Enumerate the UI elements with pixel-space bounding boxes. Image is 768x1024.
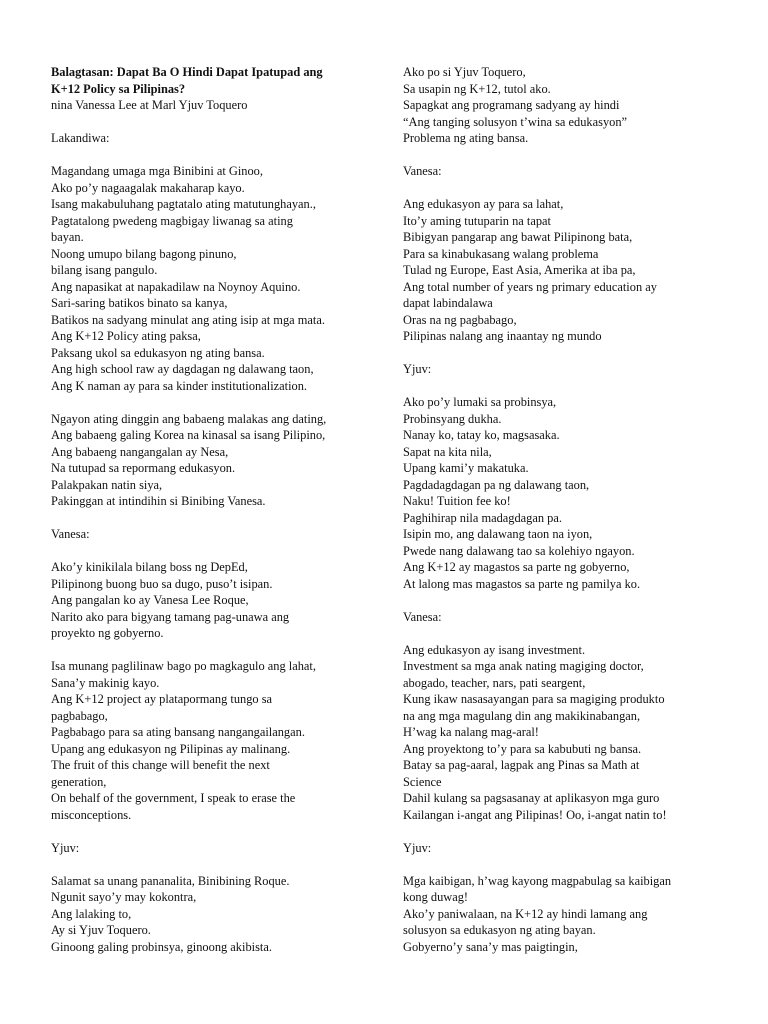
verse-line: bilang isang pangulo.: [51, 263, 158, 277]
verse-line: Ang babaeng nangangalan ay Nesa,: [51, 444, 229, 459]
speaker-name: Vanesa:: [51, 527, 90, 541]
verse-line: Sapagkat ang programang sadyang ay hindi: [403, 98, 620, 112]
verse-line: Oras na ng pagbabago,: [403, 312, 517, 327]
verse-line: bayan.: [51, 230, 84, 244]
speaker-label: [403, 840, 703, 857]
verse-line: Isipin mo, ang dalawang taon na iyon,: [403, 527, 593, 541]
verse-line: Pakinggan at intindihin si Binibing Vanesa.: [51, 494, 266, 508]
verse-line: Ang edukasyon ay isang investment.: [403, 642, 586, 657]
verse-line: Upang ang edukasyon ng Pilipinas ay malinang.: [51, 741, 291, 756]
verse-line: Batay sa pag-aaral, lagpak ang Pinas sa Math at: [403, 758, 640, 772]
document-author: nina Vanessa Lee at Marl Yjuv Toquero: [51, 98, 248, 112]
verse-line: Ang babaeng galing Korea na kinasal sa isang Pilipino,: [51, 428, 326, 442]
verse-stanza: [403, 196, 703, 345]
verse-line: Ako po’y lumaki sa probinsya,: [403, 395, 557, 409]
verse-line: Isang makabuluhang pagtatalo ating matutunghayan.,: [51, 197, 316, 211]
verse-line: Ngayon ating dinggin ang babaeng malakas ang dating,: [51, 411, 327, 426]
speaker-name: Lakandiwa:: [51, 131, 110, 145]
verse-line: Pwede nang dalawang tao sa kolehiyo ngayon.: [403, 543, 635, 558]
speaker-label: [51, 526, 371, 543]
verse-line: Sari-saring batikos binato sa kanya,: [51, 296, 228, 310]
verse-line: Investment sa mga anak nating magiging doctor,: [403, 659, 644, 673]
verse-stanza: [51, 411, 371, 510]
verse-line: Kung ikaw nasasayangan para sa magiging produkto: [403, 692, 665, 706]
verse-line: Pagtatalong pwedeng magbigay liwanag sa ating: [51, 213, 293, 228]
verse-line: Sa usapin ng K+12, tutol ako.: [403, 81, 551, 96]
verse-line: At lalong mas magastos sa parte ng pamilya ko.: [403, 576, 641, 591]
verse-line: Ginoong galing probinsya, ginoong akibista.: [51, 939, 272, 954]
verse-line: Ang lalaking to,: [51, 906, 132, 921]
verse-line: Science: [403, 774, 442, 789]
verse-line: Ngunit sayo’y may kokontra,: [51, 890, 197, 904]
verse-line: Nanay ko, tatay ko, magsasaka.: [403, 428, 560, 442]
speaker-label: [403, 163, 703, 180]
verse-line: Sapat na kita nila,: [403, 444, 492, 459]
verse-line: kong duwag!: [403, 890, 469, 904]
verse-line: Naku! Tuition fee ko!: [403, 494, 511, 508]
verse-line: Ang K+12 Policy ating paksa,: [51, 329, 201, 343]
verse-stanza: [403, 394, 703, 592]
verse-line: Noong umupo bilang bagong pinuno,: [51, 246, 237, 261]
speaker-name: Yjuv:: [51, 840, 80, 855]
verse-stanza: [51, 163, 371, 394]
verse-line: Pagdadagdagan pa ng dalawang taon,: [403, 477, 590, 492]
verse-line: Palakpakan natin siya,: [51, 477, 163, 492]
verse-stanza: [403, 642, 703, 824]
speaker-label: [403, 361, 703, 378]
document-header: [51, 64, 371, 114]
verse-line: solusyon sa edukasyon ng ating bayan.: [403, 923, 596, 937]
verse-line: Ang edukasyon ay para sa lahat,: [403, 197, 564, 211]
left-column-body: [51, 130, 371, 955]
verse-stanza: [51, 658, 371, 823]
verse-line: Ako po’y nagaagalak makaharap kayo.: [51, 180, 245, 195]
verse-line: “Ang tanging solusyon t’wina sa edukasyon”: [403, 114, 628, 129]
verse-line: Narito ako para bigyang tamang pag-unawa ang: [51, 609, 290, 624]
verse-line: Ako’y paniwalaan, na K+12 ay hindi lamang ang: [403, 906, 648, 921]
verse-line: The fruit of this change will benefit the next: [51, 758, 270, 772]
verse-line: Problema ng ating bansa.: [403, 131, 529, 145]
verse-line: Ang total number of years ng primary education ay: [403, 279, 657, 294]
document-title-line-2: K+12 Policy sa Pilipinas?: [51, 81, 186, 96]
verse-line: Ang proyektong to’y para sa kabubuti ng bansa.: [403, 741, 642, 756]
verse-line: H’wag ka nalang mag-aral!: [403, 725, 539, 739]
verse-line: Paksang ukol sa edukasyon ng ating bansa.: [51, 345, 265, 360]
speaker-name: Yjuv:: [403, 362, 432, 376]
verse-line: Paghihirap nila madagdagan pa.: [403, 510, 562, 525]
verse-line: Bibigyan pangarap ang bawat Pilipinong bata,: [403, 230, 633, 244]
verse-line: na ang mga magulang din ang makikinabangan,: [403, 708, 641, 723]
verse-line: Ang K naman ay para sa kinder institutionalization.: [51, 378, 308, 393]
verse-line: Na tutupad sa repormang edukasyon.: [51, 461, 236, 475]
verse-line: Sana’y makinig kayo.: [51, 675, 160, 690]
verse-line: Salamat sa unang pananalita, Binibining Roque.: [51, 873, 290, 888]
speaker-name: Yjuv:: [403, 840, 432, 855]
verse-line: Upang kami’y makatuka.: [403, 461, 529, 475]
left-column: [51, 64, 371, 972]
verse-line: Ito’y aming tutuparin na tapat: [403, 213, 551, 228]
verse-line: Pilipinas nalang ang inaantay ng mundo: [403, 329, 602, 343]
verse-line: Kailangan i-angat ang Pilipinas! Oo, i-angat natin to!: [403, 807, 667, 822]
verse-line: dapat labindalawa: [403, 296, 493, 310]
verse-line: Para sa kinabukasang walang problema: [403, 246, 599, 261]
verse-line: Dahil kulang sa pagsasanay at aplikasyon mga guro: [403, 791, 660, 805]
verse-line: Ay si Yjuv Toquero.: [51, 923, 151, 937]
verse-line: Ang high school raw ay dagdagan ng dalawang taon,: [51, 362, 314, 376]
verse-line: On behalf of the government, I speak to erase the: [51, 791, 296, 805]
right-column: [403, 64, 703, 972]
verse-line: generation,: [51, 774, 107, 789]
verse-stanza: [403, 64, 703, 147]
verse-stanza: [51, 559, 371, 642]
verse-line: Ang napasikat at napakadilaw na Noynoy Aquino.: [51, 279, 301, 294]
verse-line: Mga kaibigan, h’wag kayong magpabulag sa kaibigan: [403, 873, 672, 888]
verse-line: Tulad ng Europe, East Asia, Amerika at iba pa,: [403, 263, 636, 277]
verse-line: Ang K+12 project ay platapormang tungo sa: [51, 692, 273, 706]
verse-line: Ako’y kinikilala bilang boss ng DepEd,: [51, 560, 248, 574]
speaker-label: [403, 609, 703, 626]
document-title-line-1: Balagtasan: Dapat Ba O Hindi Dapat Ipatupad ang: [51, 65, 323, 79]
verse-line: Magandang umaga mga Binibini at Ginoo,: [51, 164, 263, 178]
verse-line: Pagbabago para sa ating bansang nangangailangan.: [51, 725, 305, 739]
speaker-name: Vanesa:: [403, 609, 442, 624]
verse-line: Ang pangalan ko ay Vanesa Lee Roque,: [51, 593, 249, 607]
speaker-label: [51, 840, 371, 857]
verse-line: proyekto ng gobyerno.: [51, 626, 164, 640]
verse-line: misconceptions.: [51, 807, 132, 822]
verse-stanza: [51, 873, 371, 956]
verse-line: Probinsyang dukha.: [403, 411, 502, 426]
verse-line: abogado, teacher, nars, pati seargent,: [403, 675, 586, 690]
verse-line: Isa munang paglilinaw bago po magkagulo ang lahat,: [51, 659, 316, 673]
verse-stanza: [403, 873, 703, 956]
speaker-label: [51, 130, 371, 147]
right-column-body: [403, 64, 703, 955]
speaker-name: Vanesa:: [403, 164, 442, 178]
verse-line: Pilipinong buong buo sa dugo, puso’t isipan.: [51, 576, 273, 591]
verse-line: Ako po si Yjuv Toquero,: [403, 65, 526, 79]
verse-line: pagbabago,: [51, 708, 108, 723]
verse-line: Batikos na sadyang minulat ang ating isip at mga mata.: [51, 312, 325, 327]
verse-line: Gobyerno’y sana’y mas paigtingin,: [403, 939, 578, 954]
verse-line: Ang K+12 ay magastos sa parte ng gobyerno,: [403, 560, 630, 574]
